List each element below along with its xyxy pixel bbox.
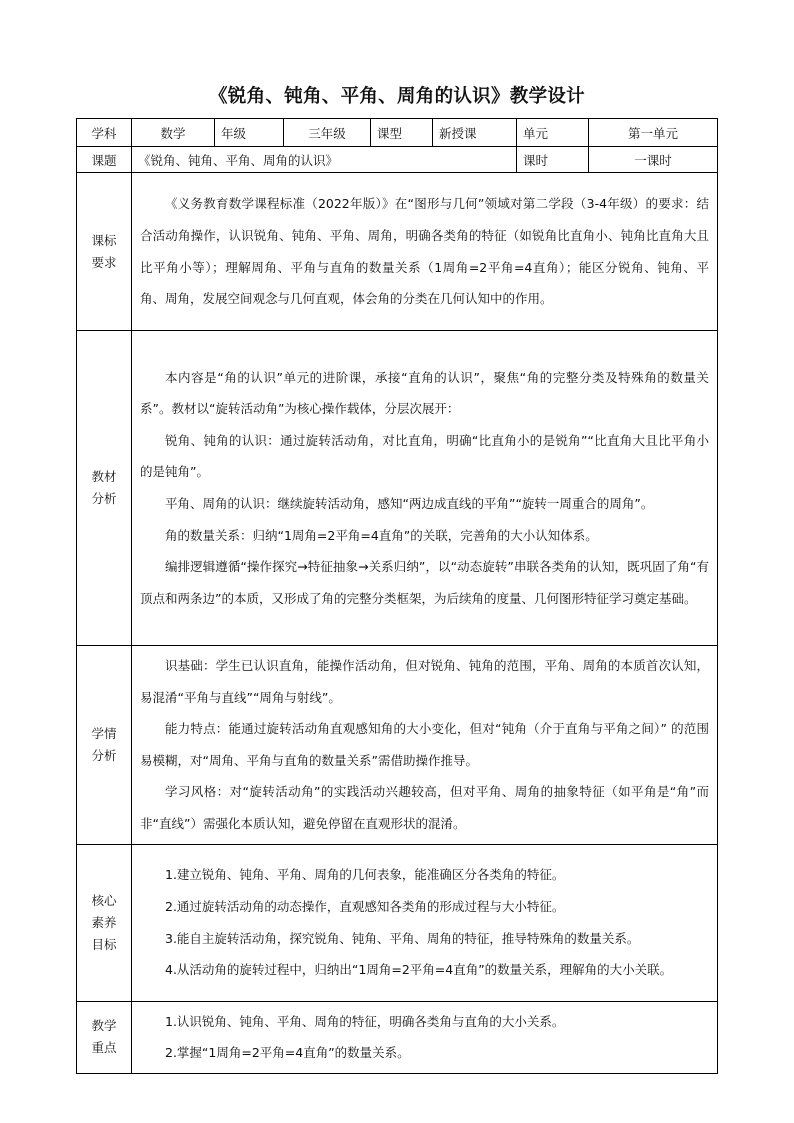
key-points-label-line-1: 教学 <box>91 1018 117 1034</box>
lesson-plan-table <box>76 118 718 1074</box>
goals-label-line-1: 核心 <box>91 892 117 908</box>
learners-label-line-2: 分析 <box>91 747 117 763</box>
goals-label <box>77 844 132 1001</box>
subject-value: 数学 <box>132 119 215 147</box>
material-label-line-2: 分析 <box>91 491 117 506</box>
learners-row <box>77 646 718 845</box>
learners-label <box>77 646 132 845</box>
key-points-paragraph: 1.认识锐角、钝角、平角、周角的特征，明确各类角与直角的大小关系。 <box>165 1013 565 1029</box>
standards-label <box>77 173 132 331</box>
lesson-type-value: 新授课 <box>433 119 517 147</box>
standards-row <box>77 173 718 331</box>
key-points-label-line-2: 重点 <box>91 1040 117 1056</box>
material-content <box>132 331 718 646</box>
key-points-content <box>132 1001 718 1073</box>
key-points-paragraph: 2.掌握“1周角=2平角=4直角”的数量关系。 <box>165 1045 410 1061</box>
goals-content <box>132 844 718 1001</box>
topic-label: 课题 <box>77 147 132 173</box>
grade-label: 年级 <box>215 119 284 147</box>
material-label <box>77 331 132 646</box>
subject-label: 学科 <box>77 119 132 147</box>
learners-content <box>132 646 718 845</box>
document-title: 《锐角、钝角、平角、周角的认识》教学设计 <box>208 86 585 107</box>
material-paragraph: 锐角、钝角的认识：通过旋转活动角，对比直角，明确“比直角小的是锐角”“比直角大且比平角小的是钝角”。 <box>140 432 709 480</box>
hours-label: 课时 <box>517 147 589 173</box>
material-row <box>77 331 718 646</box>
standards-paragraph: 《义务教育数学课程标准（2022年版）》在“图形与几何”领域对第二学段（3-4年级）的要求：结合活动角操作，认识锐角、钝角、平角、周角，明确各类角的特征（如锐角比直角小、钝角比直角大且比平角小等）；理解周角、平角与直角的数量关系（1周角=2平角=4直角）；能区分锐角、钝角、平角、周角，发展空间观念与几何直观，体会角的分类在几何认知中的作用。 <box>140 196 709 307</box>
topic-value: 《锐角、钝角、平角、周角的认识》 <box>132 147 517 173</box>
material-label-line-1: 教材 <box>91 469 117 484</box>
key-points-label <box>77 1001 132 1073</box>
learners-paragraph: 学习风格：对“旋转活动角”的实践活动兴趣较高，但对平角、周角的抽象特征（如平角是“角”而非“直线”）需强化本质认知，避免停留在直观形状的混淆。 <box>140 784 709 831</box>
learners-paragraph: 识基础：学生已认识直角，能操作活动角，但对锐角、钝角的范围，平角、周角的本质首次认知，易混淆“平角与直线”“周角与射线”。 <box>140 658 709 705</box>
learners-paragraph: 能力特点：能通过旋转活动角直观感知角的大小变化，但对“钝角（介于直角与平角之间）” 的范围易模糊，对“周角、平角与直角的数量关系”需借助操作推导。 <box>140 721 709 768</box>
goals-paragraph: 2.通过旋转活动角的动态操作，直观感知各类角的形成过程与大小特征。 <box>165 898 565 914</box>
lesson-type-label: 课型 <box>371 119 433 147</box>
grade-value: 三年级 <box>284 119 371 147</box>
unit-value: 第一单元 <box>589 119 718 147</box>
info-row-2 <box>77 147 718 173</box>
goals-paragraph: 3.能自主旋转活动角，探究锐角、钝角、平角、周角的特征，推导特殊角的数量关系。 <box>165 930 640 946</box>
unit-label: 单元 <box>517 119 589 147</box>
material-paragraph: 编排逻辑遵循“操作探究→特征抽象→关系归纳”，以“动态旋转”串联各类角的认知，既巩固了角“有顶点和两条边”的本质，又形成了角的完整分类框架，为后续角的度量、几何图形特征学习奠定基础。 <box>140 559 709 606</box>
hours-value: 一课时 <box>589 147 718 173</box>
goals-label-line-3: 目标 <box>91 936 117 952</box>
goals-paragraph: 4.从活动角的旋转过程中，归纳出“1周角=2平角=4直角”的数量关系，理解角的大小关联。 <box>165 962 673 978</box>
material-paragraph: 角的数量关系：归纳“1周角=2平角=4直角”的关联，完善角的大小认知体系。 <box>165 527 598 543</box>
learners-label-line-1: 学情 <box>91 725 117 741</box>
goals-label-line-2: 素养 <box>91 914 117 930</box>
goals-row <box>77 844 718 1001</box>
standards-label-line-2: 要求 <box>91 254 117 270</box>
standards-content <box>132 173 718 331</box>
info-row-1 <box>77 119 718 147</box>
key-points-row <box>77 1001 718 1073</box>
material-paragraph: 本内容是“角的认识”单元的进阶课，承接“直角的认识”，聚焦“角的完整分类及特殊角的数量关系”。教材以“旋转活动角”为核心操作载体，分层次展开： <box>140 369 709 417</box>
goals-paragraph: 1.建立锐角、钝角、平角、周角的几何表象，能准确区分各类角的特征。 <box>165 867 565 883</box>
material-paragraph: 平角、周角的认识：继续旋转活动角，感知“两边成直线的平角”“旋转一周重合的周角”。 <box>165 496 654 511</box>
standards-label-line-1: 课标 <box>91 232 117 248</box>
